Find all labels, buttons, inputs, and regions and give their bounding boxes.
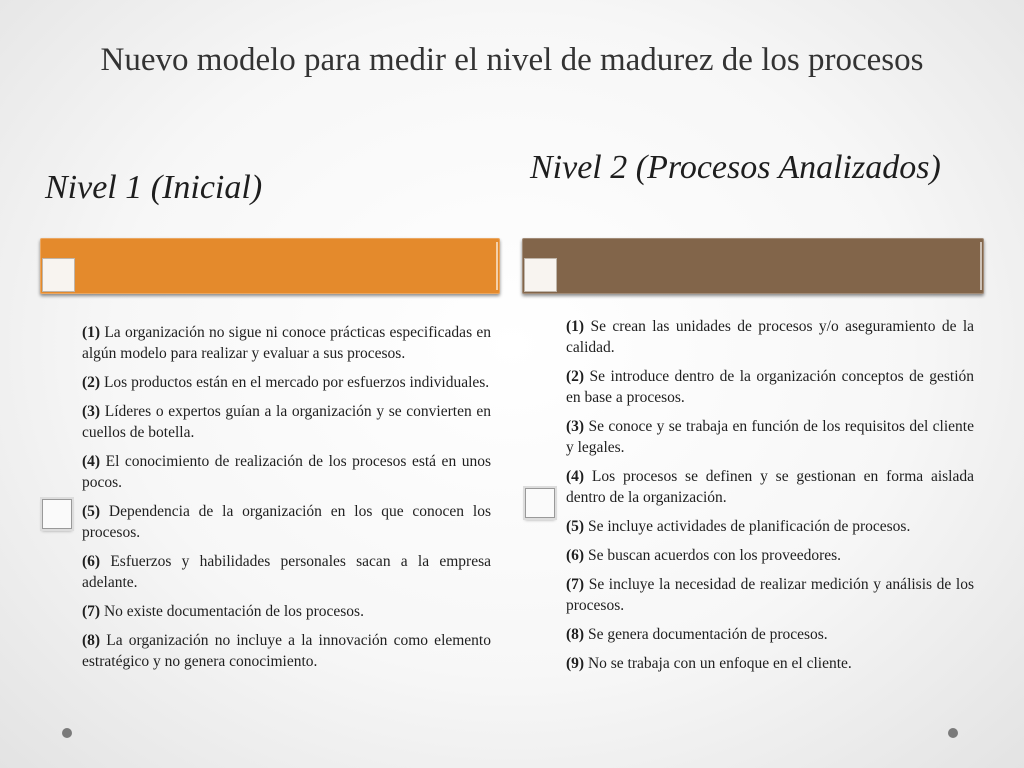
- list-item: [82, 401, 491, 443]
- level-1-heading: Nivel 1 (Inicial): [45, 169, 263, 206]
- list-item: [566, 545, 974, 566]
- item-number: (5): [82, 503, 101, 520]
- item-text: No se trabaja con un enfoque en el cliente.: [584, 655, 852, 672]
- list-item: [566, 466, 974, 508]
- list-item: [566, 516, 974, 537]
- list-item: [82, 451, 491, 493]
- item-number: (3): [566, 418, 585, 435]
- list-item: [82, 372, 491, 393]
- item-text: Se introduce dentro de la organización conceptos de gestión en base a procesos.: [566, 368, 974, 406]
- decorative-dot-right: [948, 728, 958, 738]
- list-item: [82, 630, 491, 672]
- item-text: Se incluye la necesidad de realizar medición y análisis de los procesos.: [566, 576, 974, 614]
- item-text: Los procesos se definen y se gestionan en forma aislada dentro de la organización.: [566, 468, 974, 506]
- item-text: Se incluye actividades de planificación de procesos.: [584, 518, 911, 535]
- item-text: Se crean las unidades de procesos y/o aseguramiento de la calidad.: [566, 318, 974, 356]
- item-text: Dependencia de la organización en los que conocen los procesos.: [82, 503, 491, 541]
- level-2-bar-box: [524, 258, 557, 292]
- level-1-header-bar: [40, 238, 500, 294]
- item-text: La organización no incluye a la innovación como elemento estratégico y no genera conocimiento.: [82, 632, 491, 670]
- item-text: El conocimiento de realización de los procesos está en unos pocos.: [82, 453, 491, 491]
- level-2-heading: Nivel 2 (Procesos Analizados): [530, 149, 941, 186]
- level-1-bar-box: [42, 258, 75, 292]
- item-text: Se genera documentación de procesos.: [584, 626, 828, 643]
- item-number: (8): [566, 626, 585, 643]
- item-number: (3): [82, 403, 101, 420]
- item-number: (9): [566, 655, 585, 672]
- item-text: Líderes o expertos guían a la organización y se convierten en cuellos de botella.: [82, 403, 491, 441]
- list-item: [82, 322, 491, 364]
- item-number: (8): [82, 632, 101, 649]
- list-item: [566, 653, 974, 674]
- level-2-header-bar: [522, 238, 984, 294]
- level-2-side-box: [525, 488, 555, 518]
- level-1-side-box: [42, 499, 72, 529]
- slide-title: Nuevo modelo para medir el nivel de madurez de los procesos: [100, 42, 924, 78]
- item-text: La organización no sigue ni conoce prácticas especificadas en algún modelo para realizar y evaluar a sus procesos.: [82, 324, 491, 362]
- item-number: (7): [566, 576, 585, 593]
- item-text: Esfuerzos y habilidades personales sacan a la empresa adelante.: [82, 553, 491, 591]
- item-number: (7): [82, 603, 101, 620]
- item-text: No existe documentación de los procesos.: [100, 603, 364, 620]
- item-number: (2): [82, 374, 101, 391]
- item-number: (1): [82, 324, 101, 341]
- list-item: [566, 624, 974, 645]
- item-number: (5): [566, 518, 585, 535]
- item-text: Se buscan acuerdos con los proveedores.: [584, 547, 842, 564]
- item-number: (6): [82, 553, 101, 570]
- item-number: (4): [566, 468, 585, 485]
- item-number: (2): [566, 368, 585, 385]
- item-number: (1): [566, 318, 585, 335]
- list-item: [566, 316, 974, 358]
- decorative-dot-left: [62, 728, 72, 738]
- list-item: [566, 574, 974, 616]
- list-item: [82, 501, 491, 543]
- list-item: [82, 601, 491, 622]
- list-item: [566, 366, 974, 408]
- item-number: (6): [566, 547, 585, 564]
- level-1-list: [82, 322, 491, 680]
- item-number: (4): [82, 453, 101, 470]
- level-2-list: [566, 316, 974, 682]
- list-item: [566, 416, 974, 458]
- list-item: [82, 551, 491, 593]
- item-text: Los productos están en el mercado por esfuerzos individuales.: [100, 374, 490, 391]
- item-text: Se conoce y se trabaja en función de los requisitos del cliente y legales.: [566, 418, 974, 456]
